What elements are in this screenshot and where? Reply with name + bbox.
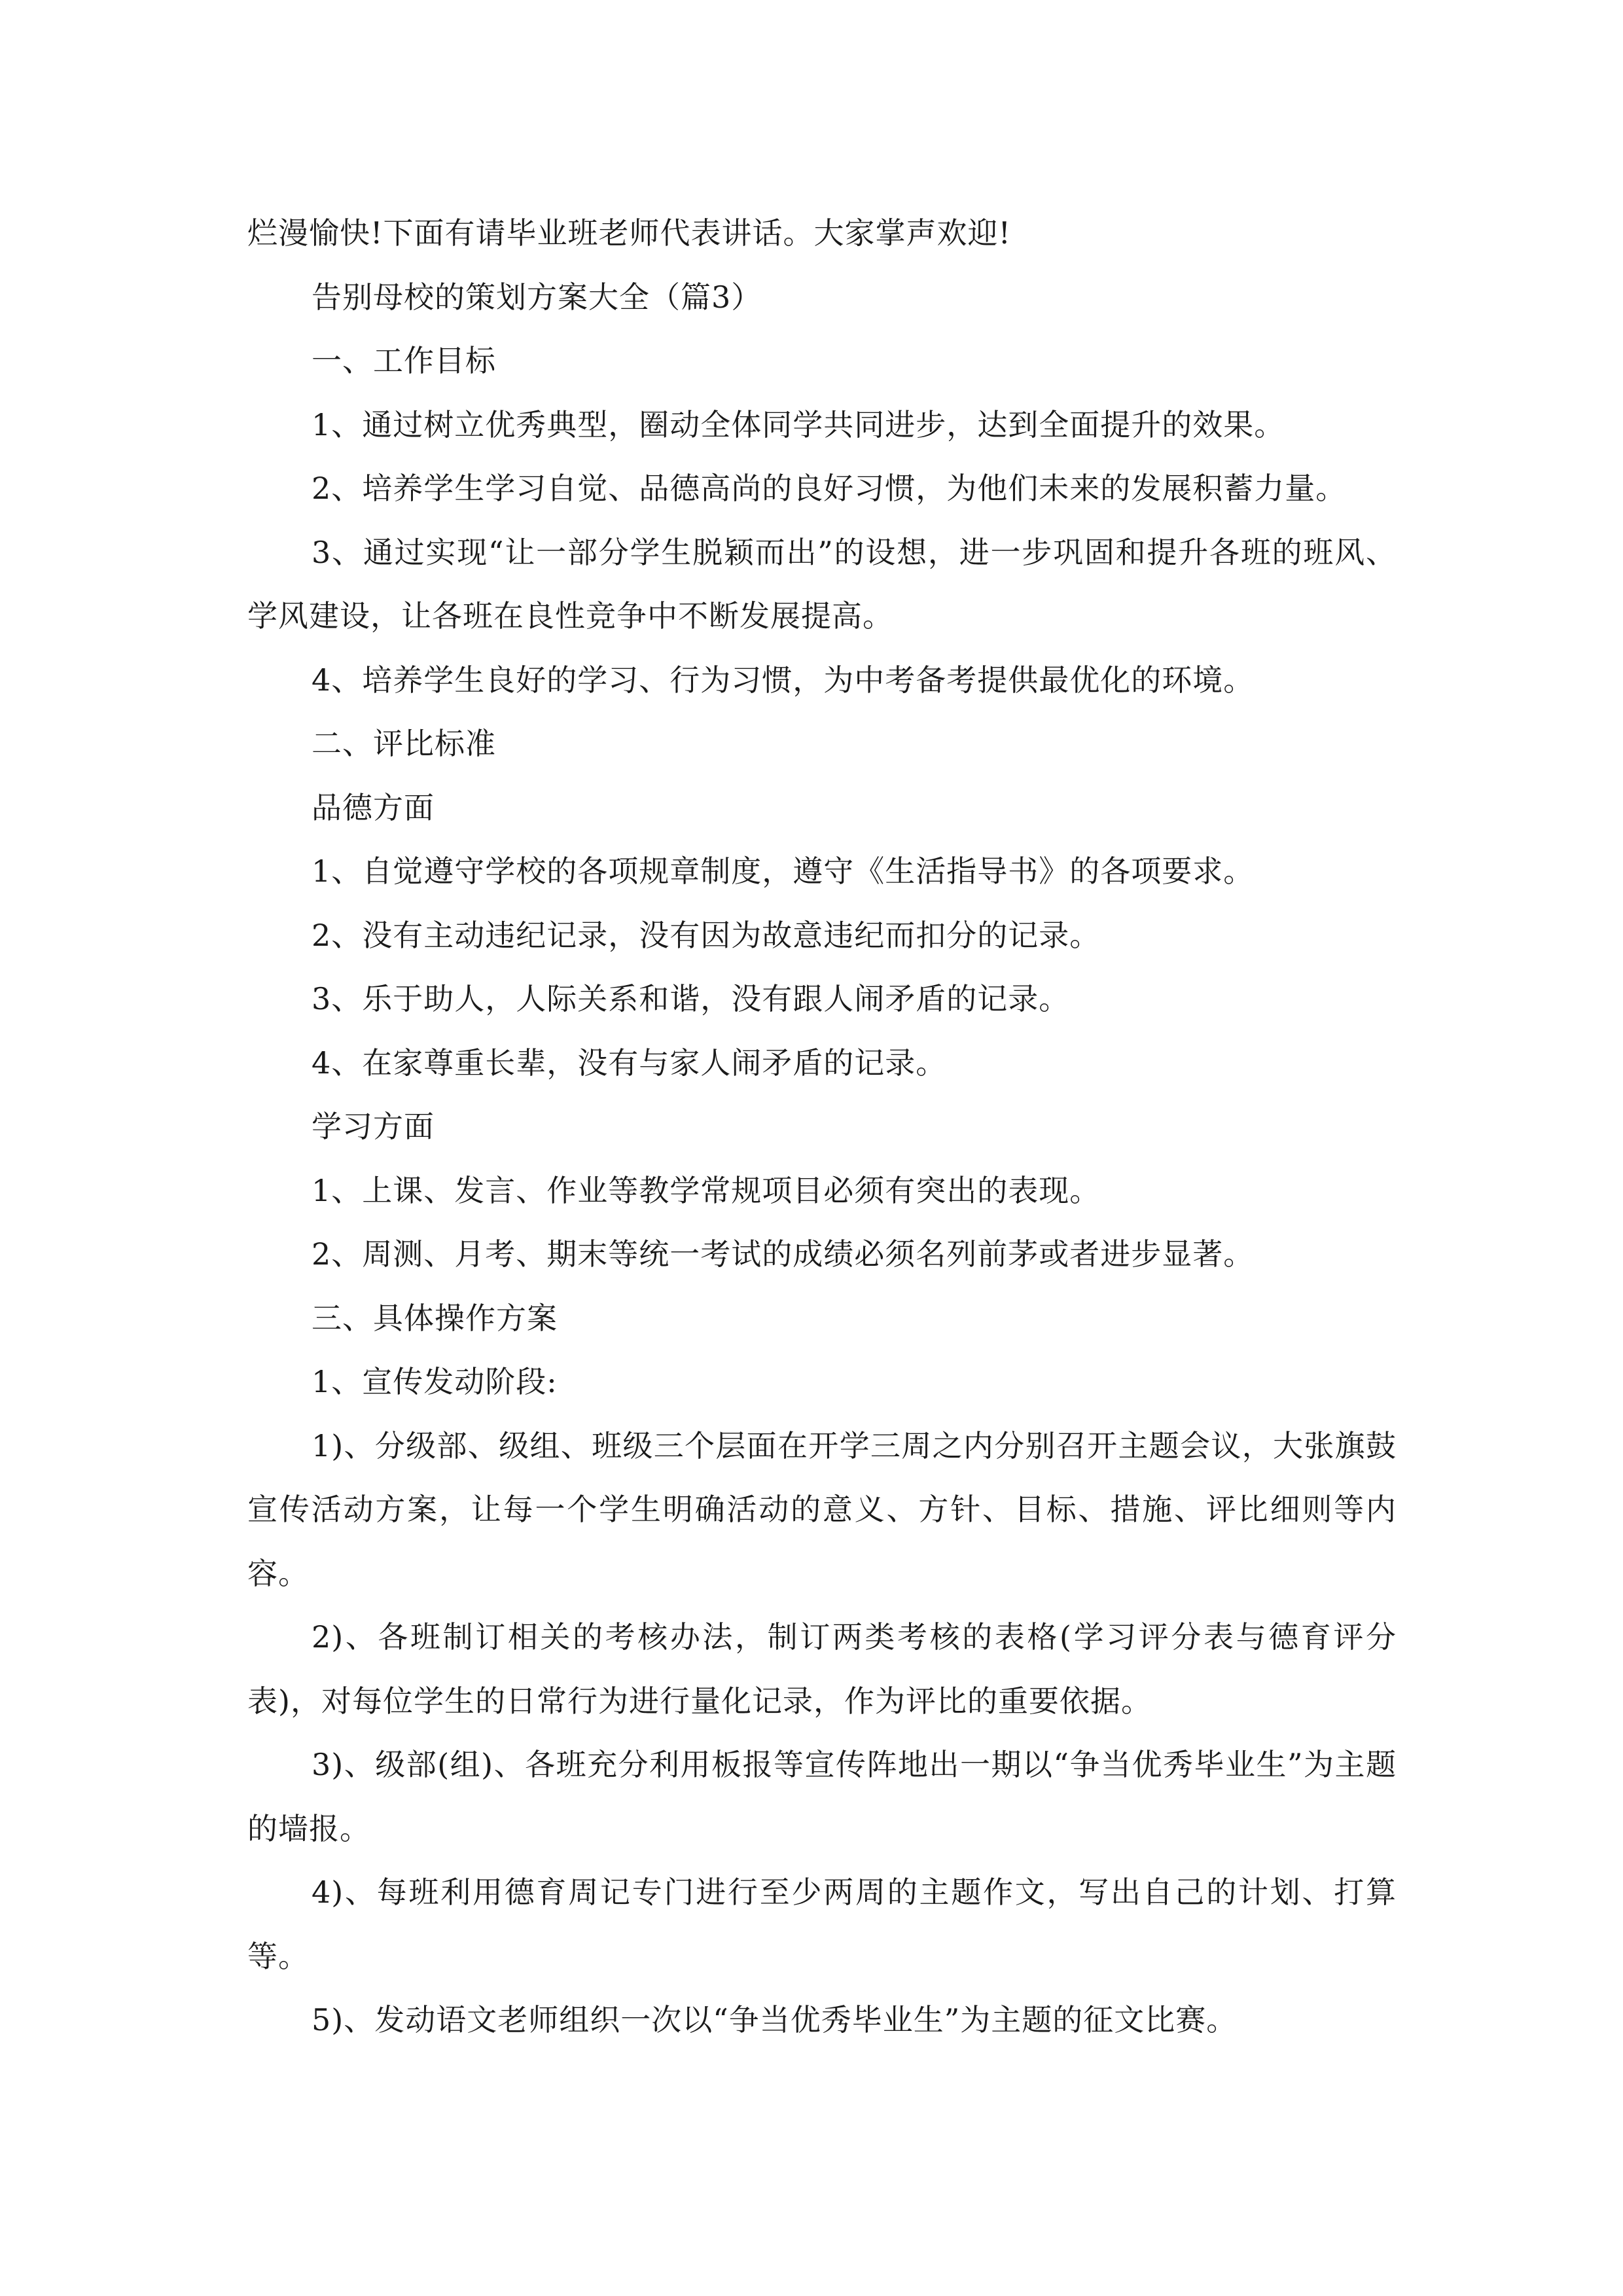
subheading-study: 学习方面: [312, 1109, 435, 1144]
heading-work-goals: 一、工作目标: [312, 343, 496, 378]
plan-stage-1: 1、宣传发动阶段:: [312, 1364, 558, 1399]
goal-item-4: 4、培养学生良好的学习、行为习惯，为中考备考提供最优化的环境。: [312, 662, 1255, 698]
paragraph-continuation: 烂漫愉快!下面有请毕业班老师代表讲话。大家掌声欢迎!: [247, 215, 1011, 251]
heading-operation-plan: 三、具体操作方案: [312, 1300, 558, 1336]
morality-item-1: 1、自觉遵守学校的各项规章制度，遵守《生活指导书》的各项要求。: [312, 853, 1255, 889]
plan-step-4: 4)、每班利用德育周记专门进行至少两周的主题作文，写出自己的计划、打算等。: [247, 1874, 1397, 1974]
morality-item-4: 4、在家尊重长辈，没有与家人闹矛盾的记录。: [312, 1045, 947, 1081]
study-item-1: 1、上课、发言、作业等教学常规项目必须有突出的表现。: [312, 1172, 1101, 1208]
goal-item-1: 1、通过树立优秀典型，圈动全体同学共同进步，达到全面提升的效果。: [312, 406, 1285, 442]
goal-item-2: 2、培养学生学习自觉、品德高尚的良好习惯，为他们未来的发展积蓄力量。: [312, 471, 1347, 506]
morality-item-2: 2、没有主动违纪记录，没有因为故意违纪而扣分的记录。: [312, 917, 1101, 953]
subheading-morality: 品德方面: [312, 789, 435, 825]
plan-step-5: 5)、发动语文老师组织一次以“争当优秀毕业生”为主题的征文比赛。: [312, 2002, 1238, 2037]
document-body: [247, 202, 1397, 2053]
section-title: 告别母校的策划方案大全（篇3）: [312, 279, 762, 315]
goal-item-3: 3、通过实现“让一部分学生脱颖而出”的设想，进一步巩固和提升各班的班风、学风建设，让各班在良性竞争中不断发展提高。: [247, 534, 1397, 634]
morality-item-3: 3、乐于助人，人际关系和谐，没有跟人闹矛盾的记录。: [312, 981, 1070, 1016]
study-item-2: 2、周测、月考、期末等统一考试的成绩必须名列前茅或者进步显著。: [312, 1236, 1255, 1272]
plan-step-1: 1)、分级部、级组、班级三个层面在开学三周之内分别召开主题会议，大张旗鼓宣传活动方案，让每一个学生明确活动的意义、方针、目标、措施、评比细则等内容。: [247, 1427, 1397, 1591]
heading-criteria: 二、评比标准: [312, 726, 496, 761]
plan-step-3: 3)、级部(组)、各班充分利用板报等宣传阵地出一期以“争当优秀毕业生”为主题的墙报。: [247, 1747, 1397, 1846]
plan-step-2: 2)、各班制订相关的考核办法，制订两类考核的表格(学习评分表与德育评分表)，对每位学生的日常行为进行量化记录，作为评比的重要依据。: [247, 1619, 1397, 1719]
